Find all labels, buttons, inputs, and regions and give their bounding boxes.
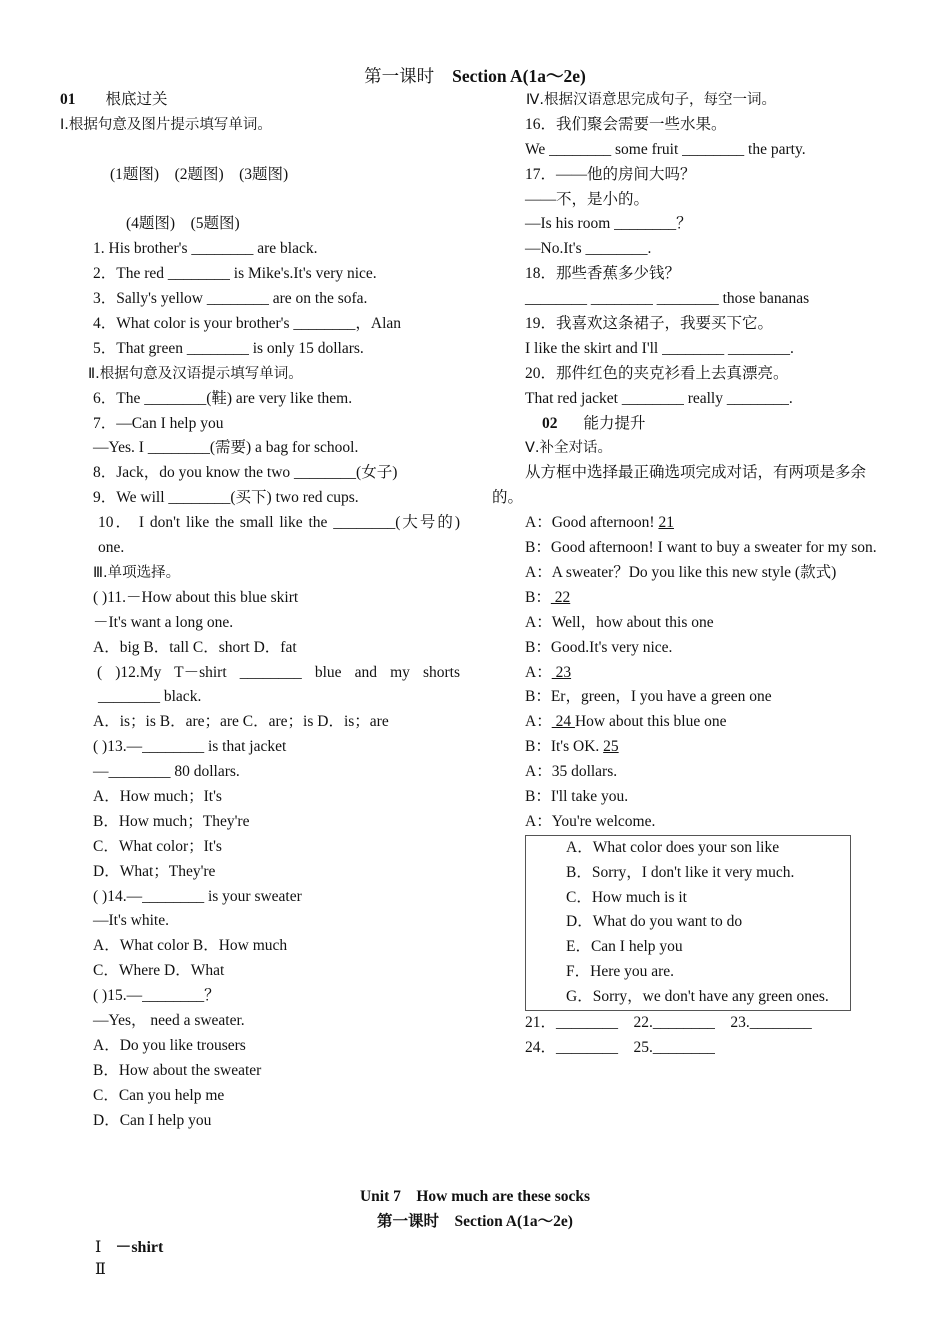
question-13-option-a: A．How much；It's xyxy=(93,787,222,805)
dialogue-line-12: B：I'll take you. xyxy=(525,787,629,805)
left-column xyxy=(60,88,460,1133)
question-14: ( )14.—________ is your sweater xyxy=(93,887,302,905)
dialogue-line-5: A：Well，how about this one xyxy=(525,613,714,631)
question-11-options: A．big B．tall C．short D．fat xyxy=(93,638,297,656)
option-c: C．How much is it xyxy=(566,888,687,906)
dialogue-line-6: B：Good.It's very nice. xyxy=(525,638,673,656)
question-16-answer: We ________ some fruit ________ the party. xyxy=(525,140,806,158)
question-1: 1. His brother's ________ are black. xyxy=(93,240,318,258)
blank-23: 23 xyxy=(551,663,572,681)
question-15-option-a: A．Do you like trousers xyxy=(93,1036,246,1054)
dialogue-line-8: B：Er，green，I you have a green one xyxy=(525,688,772,706)
option-g: G．Sorry，we don't have any green ones. xyxy=(566,988,829,1006)
question-13-response: —________ 80 dollars. xyxy=(93,763,240,781)
title-section: Section A(1a～2e) xyxy=(452,66,586,86)
option-b: B．Sorry，I don't like it very much. xyxy=(566,863,795,881)
question-15-option-b: B．How about the sweater xyxy=(93,1061,262,1079)
spacer xyxy=(60,188,460,213)
part-v-heading: Ⅴ.补全对话。 xyxy=(525,440,613,457)
answer-part-i xyxy=(95,1234,163,1257)
question-14-options-2: C．Where D．What xyxy=(93,962,225,980)
dialogue-line-9 xyxy=(492,710,892,735)
answer-part-i-num: Ⅰ xyxy=(95,1239,102,1256)
dialogue-line-7 xyxy=(492,661,892,686)
dialogue-line-1 xyxy=(492,511,892,536)
question-7-response: —Yes. I ________(需要) a bag for school. xyxy=(93,439,359,457)
section-02-heading xyxy=(492,412,892,437)
dialogue-line-10 xyxy=(492,735,892,760)
dialogue-text: B：It's OK. xyxy=(525,738,604,756)
dialogue-text: A：Good afternoon! xyxy=(525,514,659,532)
blank-22: 22 xyxy=(550,588,571,606)
question-14-response: —It's white. xyxy=(93,912,169,930)
question-4: 4．What color is your brother's ________，Alan xyxy=(93,315,402,333)
dialogue-line-3: A：A sweater？Do you like this new style (款式) xyxy=(525,563,837,581)
question-10: 10． I don't like the small like the ________(大号的) one. xyxy=(98,514,460,557)
section-01-label: 根底过关 xyxy=(105,91,168,108)
question-12-options: A．is；is B．are；are C．are；is D．is；are xyxy=(93,713,389,731)
answer-part-ii: Ⅱ xyxy=(95,1261,106,1278)
spacer xyxy=(60,138,460,163)
question-5: 5．That green ________ is only 15 dollars. xyxy=(93,339,364,357)
answer-line-2: 24．________ 25.________ xyxy=(525,1038,715,1056)
question-15-option-d: D．Can I help you xyxy=(93,1111,212,1129)
question-8: 8．Jack，do you know the two ________(女子) xyxy=(93,464,398,482)
question-3: 3．Sally's yellow ________ are on the sofa. xyxy=(93,290,368,308)
options-box xyxy=(525,835,851,1011)
question-13: ( )13.—________ is that jacket xyxy=(93,738,287,756)
question-7: 7．—Can I help you xyxy=(93,414,224,432)
answer-line-1: 21．________ 22.________ 23.________ xyxy=(525,1014,812,1032)
right-column xyxy=(492,88,892,1061)
picture-captions-1: (1题图) (2题图) (3题图) xyxy=(110,165,289,183)
question-17: 17．——他的房间大吗？ xyxy=(525,165,696,183)
question-20: 20．那件红色的夹克衫看上去真漂亮。 xyxy=(525,364,789,382)
question-16: 16．我们聚会需要一些水果。 xyxy=(525,115,727,133)
question-11: ( )11.－How about this blue skirt xyxy=(93,588,299,606)
dialogue-line-13: A：You're welcome. xyxy=(525,812,656,830)
question-15-response: —Yes， need a sweater. xyxy=(93,1011,245,1029)
question-19: 19．我喜欢这条裙子，我要买下它。 xyxy=(525,315,774,333)
question-12: ( )12.My T－shirt ________ blue and my shorts xyxy=(97,663,460,681)
unit-title: Unit 7 How much are these socks xyxy=(359,1188,591,1205)
dialogue-text: A： xyxy=(525,713,552,731)
option-a: A．What color does your son like xyxy=(566,838,780,856)
part-ii-heading: Ⅱ.根据句意及汉语提示填写单词。 xyxy=(88,365,303,382)
question-17-en-response: —No.It's ________. xyxy=(525,240,652,258)
question-18: 18．那些香蕉多少钱？ xyxy=(525,265,681,283)
question-13-option-d: D．What；They're xyxy=(93,862,216,880)
section-02-label: 能力提升 xyxy=(583,414,646,432)
title-lesson: 第一课时 xyxy=(364,66,435,86)
section-title: 第一课时 Section A(1a～2e) xyxy=(377,1213,573,1230)
question-18-answer: ________ ________ ________ those bananas xyxy=(525,290,810,308)
question-13-option-b: B．How much；They're xyxy=(93,812,250,830)
question-6: 6．The ________(鞋) are very like them. xyxy=(93,389,353,407)
question-12-cont: ________ black. xyxy=(98,688,202,706)
section-01-heading xyxy=(60,88,460,113)
option-f: F．Here you are. xyxy=(566,963,675,981)
question-15-option-c: C．Can you help me xyxy=(93,1086,225,1104)
dialogue-line-2: B：Good afternoon! I want to buy a sweater for my son. xyxy=(525,539,877,557)
question-11-response: －It's want a long one. xyxy=(93,613,234,631)
question-19-answer: I like the skirt and I'll ________ ________. xyxy=(525,339,794,357)
option-d: D．What do you want to do xyxy=(566,913,743,931)
answer-unit-title xyxy=(0,1184,950,1206)
part-v-intro: 从方框中选择最正确选项完成对话，有两项是多余的。 xyxy=(492,464,867,507)
answer-section-title xyxy=(0,1209,950,1231)
option-e: E．Can I help you xyxy=(566,938,683,956)
dialogue-text: How about this blue one xyxy=(574,713,727,731)
dialogue-line-11: A：35 dollars. xyxy=(525,763,618,781)
question-13-option-c: C．What color；It's xyxy=(93,837,222,855)
blank-24: 24 xyxy=(551,713,575,731)
answer-part-i-text: －shirt xyxy=(115,1239,164,1256)
dialogue-text: A： xyxy=(525,663,552,681)
dialogue-line-4 xyxy=(492,586,892,611)
question-20-answer: That red jacket ________ really ________. xyxy=(525,389,793,407)
question-9: 9．We will ________(买下) two red cups. xyxy=(93,489,359,507)
part-i-heading: Ⅰ.根据句意及图片提示填写单词。 xyxy=(60,116,272,133)
question-2: 2．The red ________ is Mike's.It's very nice. xyxy=(93,265,377,283)
question-14-options-1: A．What color B．How much xyxy=(93,937,288,955)
picture-captions-2: (4题图) (5题图) xyxy=(126,215,240,233)
blank-25: 25 xyxy=(603,738,619,756)
section-01-number: 01 xyxy=(60,91,76,108)
dialogue-text: B： xyxy=(525,588,551,606)
blank-21: 21 xyxy=(658,514,674,532)
section-02-number: 02 xyxy=(542,414,558,432)
part-iv-heading: Ⅳ.根据汉语意思完成句子，每空一词。 xyxy=(526,92,776,108)
question-15: ( )15.—________？ xyxy=(93,987,220,1005)
page-title xyxy=(0,63,950,88)
question-17-cn-response: ——不，是小的。 xyxy=(525,190,650,208)
question-17-en: —Is his room ________？ xyxy=(525,215,692,233)
part-iii-heading: Ⅲ.单项选择。 xyxy=(93,564,181,581)
